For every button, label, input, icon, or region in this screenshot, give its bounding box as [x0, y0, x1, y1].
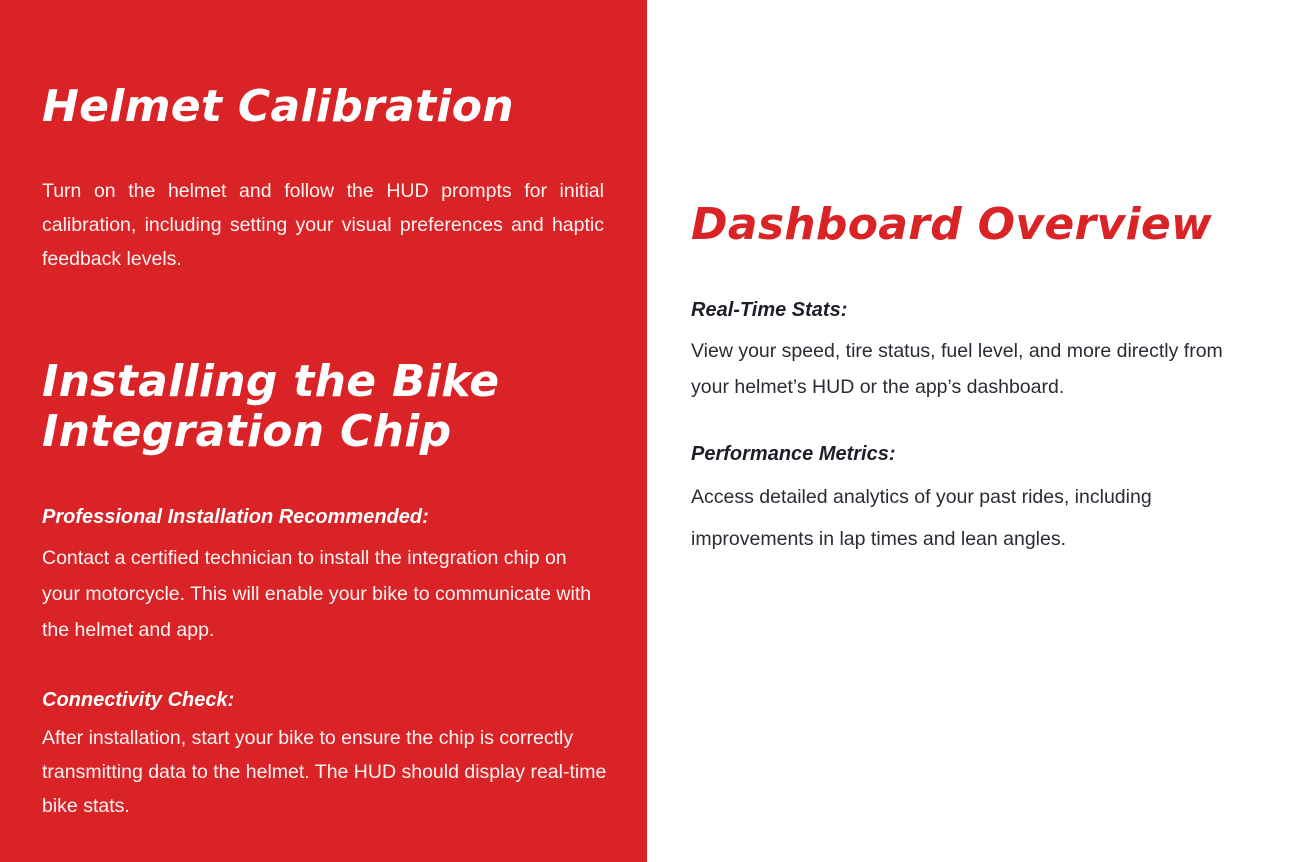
- right-panel: [647, 0, 1295, 862]
- left-panel: [0, 0, 647, 862]
- real-time-stats-title: Real-Time Stats:: [691, 299, 848, 321]
- professional-installation-text: Contact a certified technician to install the integration chip on your motorcycle. This will enable your bike to communicate with the helmet and app.: [42, 547, 592, 641]
- real-time-stats-text: View your speed, tire status, fuel level, and more directly from your helmet’s HUD or the app’s dashboard.: [691, 340, 1223, 398]
- connectivity-check-title: Connectivity Check:: [42, 689, 235, 711]
- helmet-calibration-heading: Helmet Calibration: [42, 81, 514, 132]
- performance-metrics-text: Access detailed analytics of your past rides, including improvements in lap times and lean angles.: [691, 486, 1152, 550]
- bike-chip-heading: Installing the Bike Integration Chip: [42, 356, 500, 457]
- dashboard-overview-heading: Dashboard Overview: [691, 199, 1212, 250]
- performance-metrics-title: Performance Metrics:: [691, 443, 896, 465]
- professional-installation-title: Professional Installation Recommended:: [42, 506, 429, 528]
- connectivity-check-text: After installation, start your bike to ensure the chip is correctly transmitting data to the helmet. The HUD should display real-time bike stats.: [42, 727, 607, 817]
- helmet-calibration-text: Turn on the helmet and follow the HUD prompts for initial calibration, including setting your visual preferences and haptic feedback levels.: [42, 180, 604, 270]
